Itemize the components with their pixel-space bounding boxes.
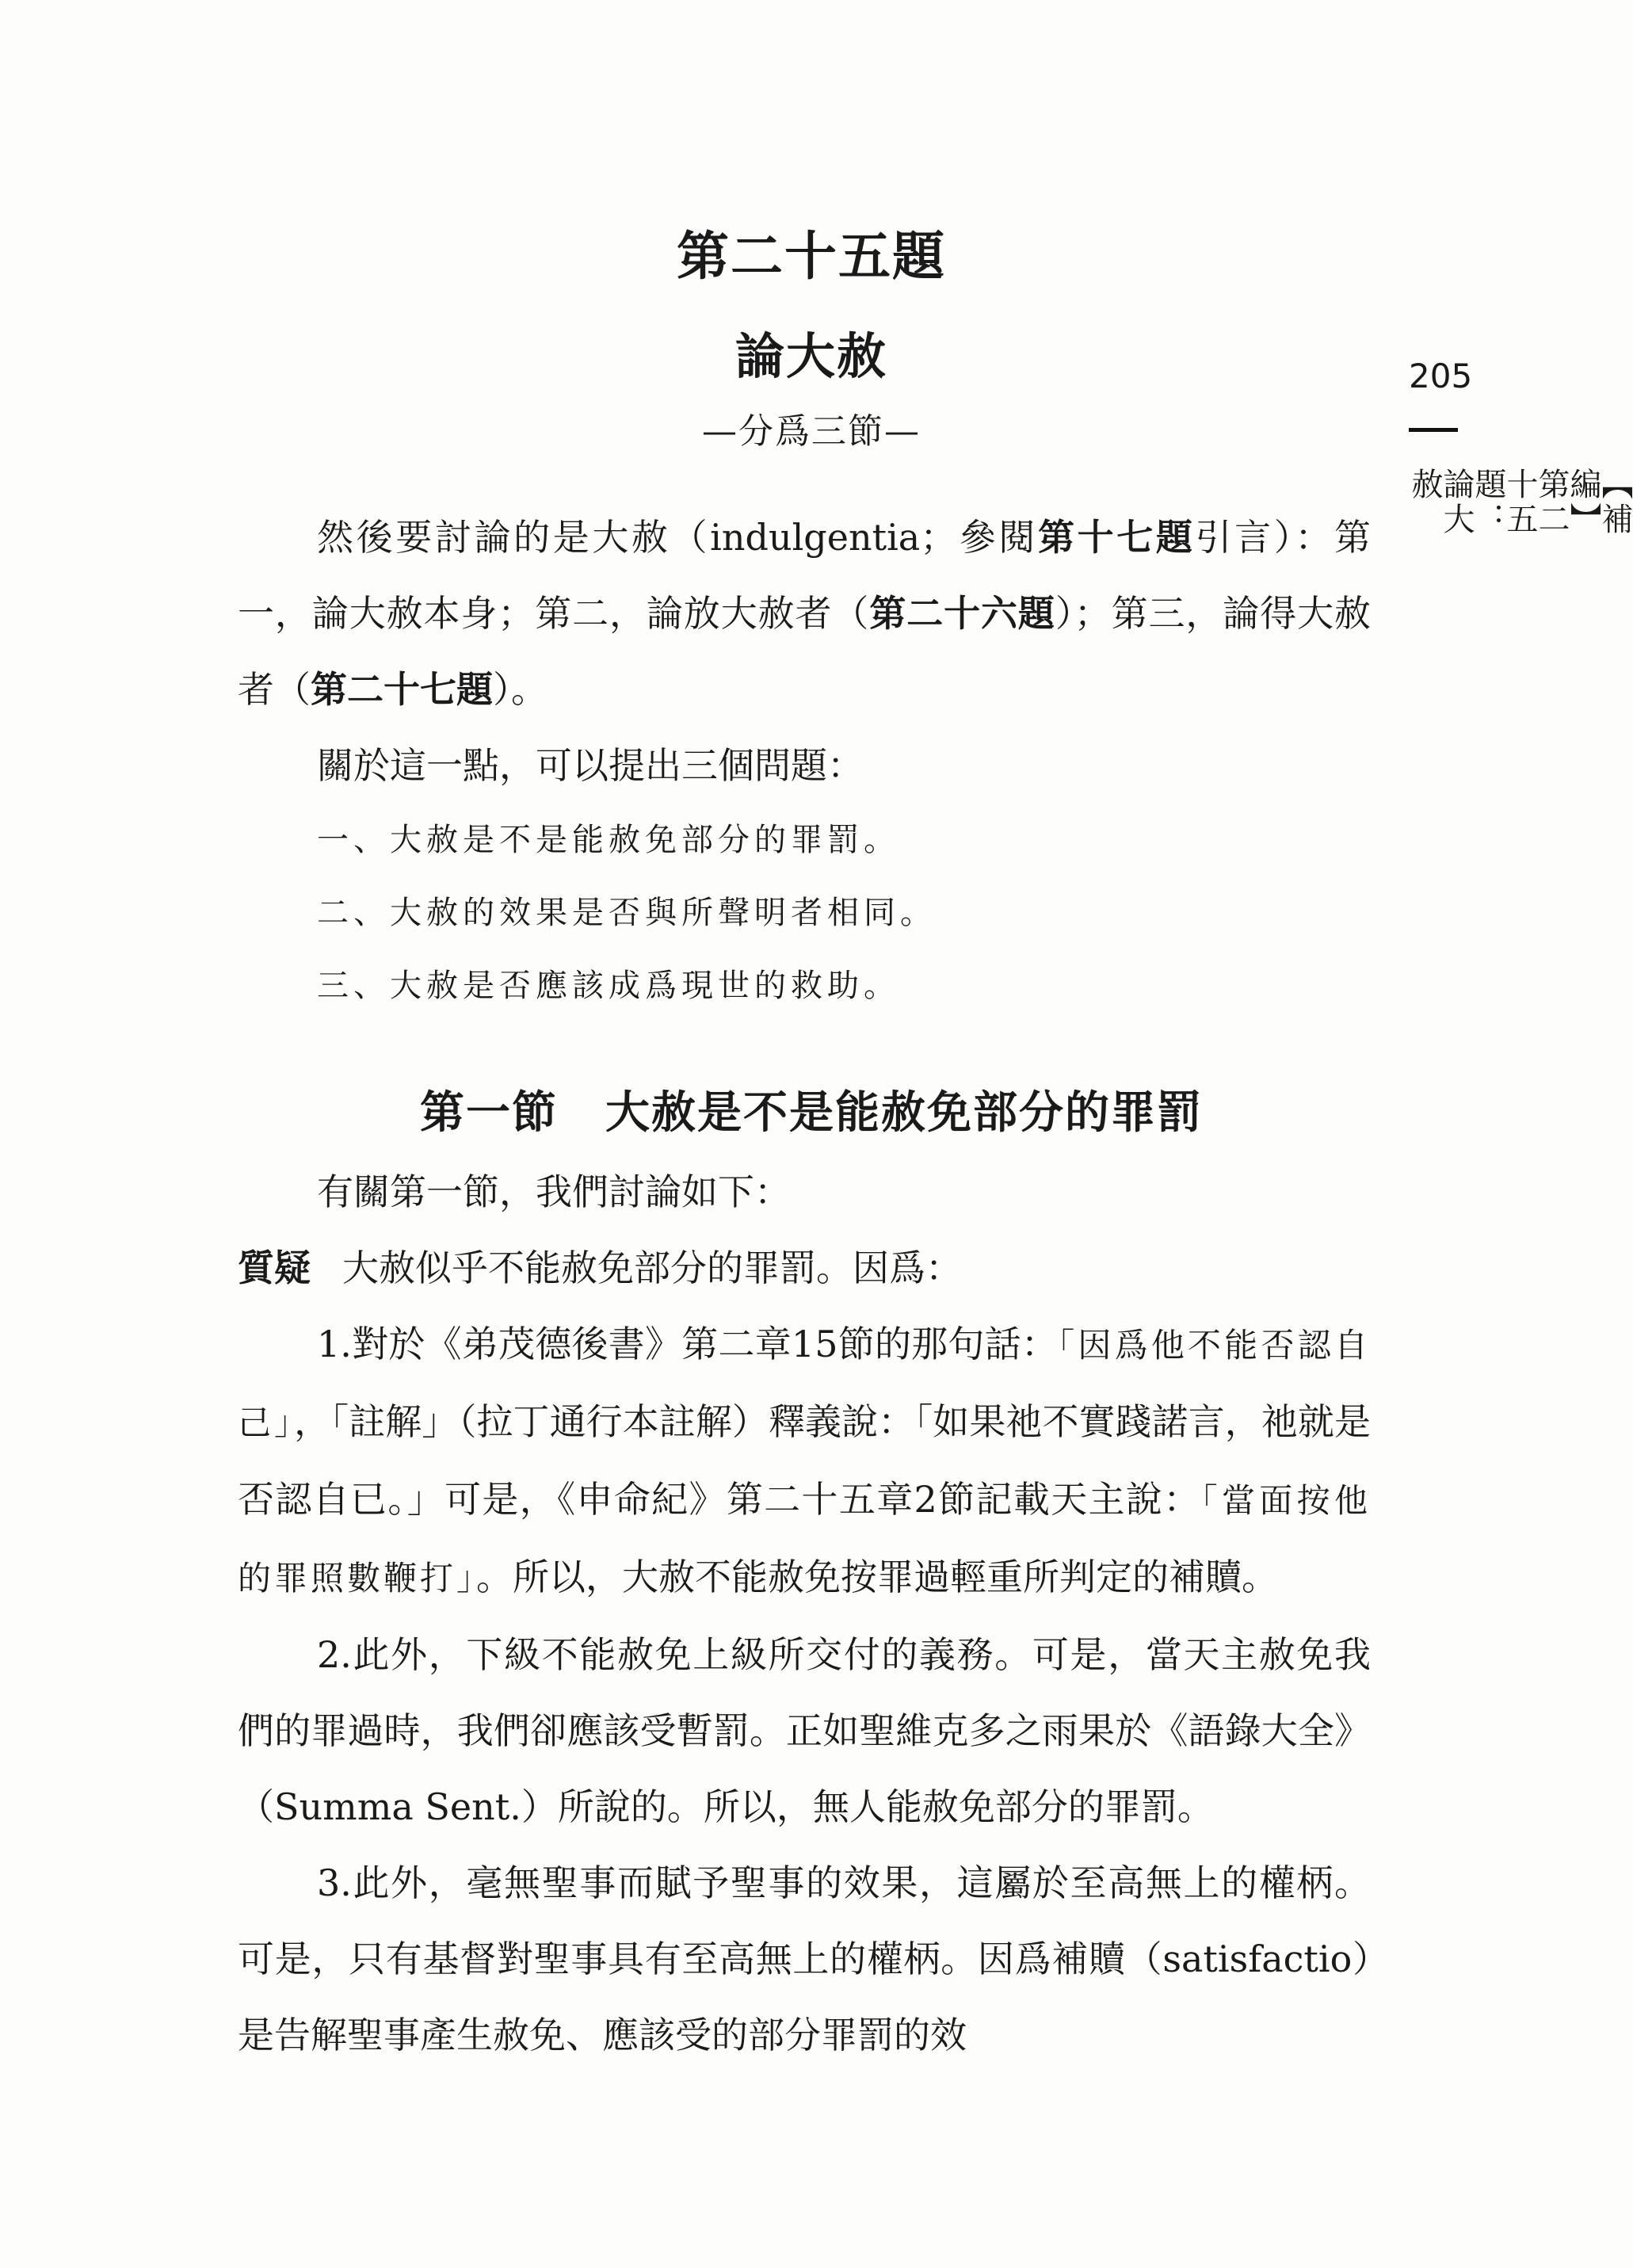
objection-label: 質疑: [238, 1247, 311, 1289]
running-head: 【補編】第二十五題：論大赦: [1406, 468, 1633, 537]
argument-2: 2.此外，下級不能赦免上級所交付的義務。可是，當天主赦免我們的罪過時，我們卻應該受暫罰。正如聖維克多之雨果於《語錄大全》（Summa Sent.）所說的。所以，無人能赦免部分的罪罰。: [238, 1633, 1371, 1828]
questions-lead: 關於這一點，可以提出三個問題：: [317, 744, 864, 787]
question-item-3: 三、大赦是否應該成爲現世的救助。: [317, 968, 900, 1004]
question-title: 第二十五題: [677, 225, 946, 287]
section1-block: [238, 1154, 1371, 2073]
arg1-quote-1: 「因爲他不能否認自己」: [238, 1326, 1371, 1442]
argument-1: [238, 1306, 1371, 1617]
arg1-text-c: 。所以，大赦不能赦免按罪過輕重所判定的補贖。: [476, 1556, 1279, 1598]
question-item-2: 二、大赦的效果是否與所聲明者相同。: [317, 895, 937, 931]
question-item-1: 一、大赦是不是能赦免部分的罪罰。: [317, 822, 900, 858]
objection-text: 大赦似乎不能赦免部分的罪罰。因爲：: [342, 1247, 962, 1289]
cross-ref-q27: 第二十七題: [311, 668, 493, 711]
cross-ref-q17: 第十七題: [1038, 516, 1196, 559]
intro-text-4: ）。: [493, 668, 548, 711]
section-heading: [0, 1078, 1623, 1141]
section-label: 第一節: [420, 1086, 558, 1139]
intro-text-3: ）；第三，論得大赦者（: [238, 592, 1372, 711]
intro-text-1: 然後要討論的是大赦（indulgentia；參閱: [317, 516, 1039, 559]
margin-rule: [1409, 428, 1458, 432]
intro-text-2: 引言）：第一，論大赦本身；第二，論放大赦者（: [238, 516, 1371, 635]
cross-ref-q26: 第二十六題: [869, 592, 1055, 635]
arg1-quote-2: 「當面按他的罪照數鞭打」: [238, 1481, 1371, 1598]
page-number: 205: [1409, 357, 1473, 395]
arg1-text-b: ，「註解」（拉丁通行本註解）釋義說：「如果祂不實踐諾言，祂就是否認自已。」可是，《申命紀》第二十五章2節記載天主說：: [238, 1400, 1371, 1521]
intro-paragraph: [238, 499, 1371, 727]
division-note: —分爲三節—: [702, 411, 921, 452]
arg1-text-a: 1.對於《弟茂德後書》第二章15節的那句話：: [317, 1323, 1059, 1365]
objection-line: [238, 1230, 1371, 1306]
topic-title: 論大赦: [734, 327, 887, 385]
intro-block: [238, 499, 1371, 1022]
section-heading-text: 大赦是不是能赦免部分的罪罰: [605, 1086, 1203, 1139]
argument-3: 3.此外，毫無聖事而賦予聖事的效果，這屬於至高無上的權柄。可是，只有基督對聖事具有至高無上的權柄。因爲補贖（satisfactio）是告解聖事產生赦免、應該受的部分罪罰的效: [238, 1861, 1371, 2056]
section1-intro: 有關第一節，我們討論如下：: [317, 1170, 791, 1213]
